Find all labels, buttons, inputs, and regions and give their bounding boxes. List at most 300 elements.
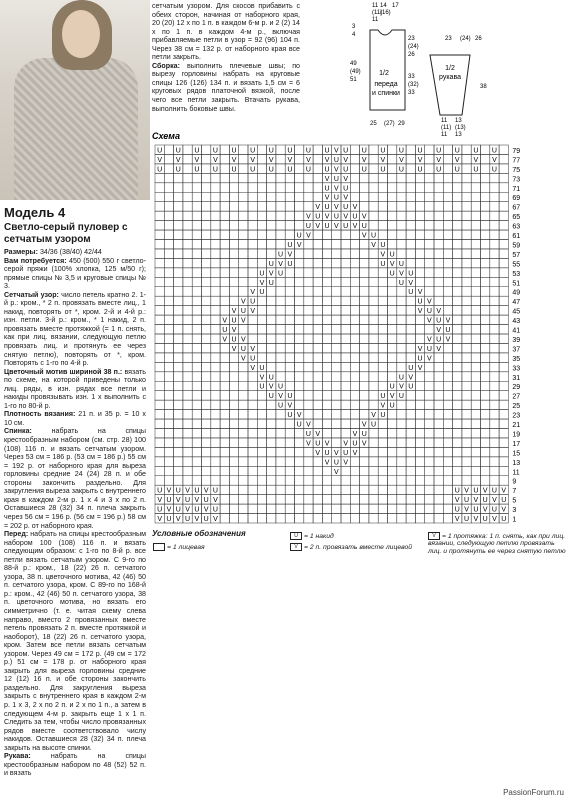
chart-cell — [388, 306, 397, 315]
chart-cell — [155, 325, 164, 334]
chart-cell — [164, 145, 173, 154]
chart-cell — [360, 268, 369, 277]
chart-cell — [183, 381, 192, 390]
chart-cell — [350, 315, 359, 324]
chart-cell — [425, 249, 434, 258]
chart-cell — [202, 296, 211, 305]
chart-symbol: U — [287, 166, 293, 174]
chart-cell — [202, 145, 211, 154]
chart-cell — [490, 202, 499, 211]
chart-cell — [322, 429, 331, 438]
chart-symbol: V — [334, 147, 339, 155]
chart-symbol: V — [278, 393, 283, 401]
chart-cell — [202, 381, 211, 390]
row-label: 7 — [512, 488, 517, 496]
chart-cell — [239, 381, 248, 390]
chart-cell — [350, 240, 359, 249]
chart-cell — [155, 391, 164, 400]
chart-symbol: U — [250, 147, 256, 155]
chart-cell — [211, 429, 220, 438]
chart-cell — [285, 306, 294, 315]
chart-cell — [341, 268, 350, 277]
chart-cell — [350, 400, 359, 409]
chart-cell — [453, 287, 462, 296]
chart-cell — [295, 211, 304, 220]
chart-cell — [388, 343, 397, 352]
chart-cell — [202, 343, 211, 352]
chart-cell — [481, 287, 490, 296]
chart-cell — [471, 258, 480, 267]
row-label: 17 — [512, 440, 521, 448]
chart-cell — [378, 296, 387, 305]
chart-cell — [220, 504, 229, 513]
chart-cell — [276, 296, 285, 305]
chart-cell — [322, 391, 331, 400]
chart-cell — [211, 249, 220, 258]
chart-symbol: U — [324, 204, 330, 212]
chart-cell — [350, 230, 359, 239]
chart-symbol: V — [343, 156, 348, 164]
chart-cell — [499, 164, 508, 173]
chart-cell — [434, 173, 443, 182]
chart-cell — [164, 258, 173, 267]
chart-cell — [360, 495, 369, 504]
chart-cell — [481, 154, 490, 163]
chart-cell — [443, 240, 452, 249]
chart-symbol: U — [231, 147, 237, 155]
chart-cell — [443, 447, 452, 456]
chart-cell — [360, 381, 369, 390]
chart-cell — [415, 315, 424, 324]
chart-cell — [267, 343, 276, 352]
chart-cell — [257, 145, 266, 154]
chart-cell — [350, 514, 359, 523]
chart-cell — [257, 249, 266, 258]
chart-symbol: U — [157, 166, 163, 174]
chart-symbol: U — [212, 487, 218, 495]
chart-cell — [499, 240, 508, 249]
legend-yarnover — [290, 532, 334, 540]
legend-title: Условные обозначения — [152, 529, 246, 538]
chart-cell — [276, 466, 285, 475]
chart-cell — [220, 277, 229, 286]
chart-cell — [248, 429, 257, 438]
chart-cell — [397, 211, 406, 220]
chart-cell — [276, 353, 285, 362]
chart-cell — [490, 325, 499, 334]
row-label: 33 — [512, 365, 521, 373]
chart-cell — [462, 296, 471, 305]
chart-cell — [304, 183, 313, 192]
chart-symbol: V — [427, 317, 432, 325]
chart-cell — [406, 249, 415, 258]
chart-cell — [313, 287, 322, 296]
chart-cell — [174, 192, 183, 201]
chart-cell — [471, 447, 480, 456]
chart-cell — [183, 249, 192, 258]
chart-cell — [183, 221, 192, 230]
chart-cell — [267, 504, 276, 513]
chart-cell — [183, 438, 192, 447]
chart-cell — [220, 381, 229, 390]
chart-cell — [183, 419, 192, 428]
chart-cell — [397, 343, 406, 352]
chart-cell — [192, 476, 201, 485]
chart-symbol: V — [352, 449, 358, 457]
chart-cell — [378, 325, 387, 334]
chart-cell — [434, 183, 443, 192]
chart-cell — [229, 240, 238, 249]
chart-symbol: U — [324, 449, 330, 457]
row-label: 9 — [512, 478, 517, 486]
chart-cell — [285, 485, 294, 494]
chart-symbol: V — [361, 440, 367, 448]
chart-cell — [490, 381, 499, 390]
chart-cell — [267, 485, 276, 494]
chart-symbol: V — [343, 175, 348, 183]
measurement-label: (11) — [441, 125, 452, 131]
chart-cell — [350, 192, 359, 201]
chart-cell — [229, 410, 238, 419]
chart-cell — [443, 476, 452, 485]
chart-cell — [295, 429, 304, 438]
chart-cell — [481, 164, 490, 173]
legend-k2tog — [290, 543, 412, 551]
chart-cell — [481, 268, 490, 277]
chart-cell — [295, 325, 304, 334]
chart-cell — [220, 306, 229, 315]
chart-cell — [369, 429, 378, 438]
chart-cell — [295, 485, 304, 494]
chart-cell — [462, 306, 471, 315]
legend-ssk — [428, 532, 566, 555]
chart-cell — [499, 202, 508, 211]
chart-cell — [285, 334, 294, 343]
chart-cell — [304, 372, 313, 381]
chart-cell — [183, 372, 192, 381]
chart-cell — [499, 145, 508, 154]
chart-cell — [406, 164, 415, 173]
chart-cell — [443, 419, 452, 428]
chart-cell — [360, 400, 369, 409]
chart-cell — [481, 343, 490, 352]
chart-cell — [192, 334, 201, 343]
chart-cell — [471, 400, 480, 409]
chart-cell — [471, 381, 480, 390]
chart-cell — [211, 183, 220, 192]
chart-cell — [369, 362, 378, 371]
knit-symbol — [153, 543, 165, 551]
chart-cell — [462, 173, 471, 182]
chart-cell — [415, 202, 424, 211]
watermark: PassionForum.ru — [503, 788, 564, 797]
chart-cell — [332, 485, 341, 494]
chart-cell — [229, 268, 238, 277]
chart-cell — [443, 353, 452, 362]
chart-cell — [220, 221, 229, 230]
chart-cell — [248, 240, 257, 249]
chart-cell — [267, 287, 276, 296]
chart-cell — [462, 277, 471, 286]
chart-cell — [332, 240, 341, 249]
chart-cell — [229, 419, 238, 428]
chart-cell — [453, 466, 462, 475]
chart-cell — [406, 438, 415, 447]
chart-cell — [202, 410, 211, 419]
chart-cell — [453, 362, 462, 371]
chart-cell — [257, 154, 266, 163]
chart-cell — [285, 211, 294, 220]
chart-cell — [257, 476, 266, 485]
chart-cell — [378, 485, 387, 494]
chart-cell — [453, 230, 462, 239]
chart-symbol: U — [259, 383, 265, 391]
chart-cell — [499, 457, 508, 466]
chart-cell — [295, 296, 304, 305]
chart-cell — [369, 391, 378, 400]
chart-cell — [276, 362, 285, 371]
chart-symbol: U — [501, 516, 507, 523]
chart-cell — [229, 438, 238, 447]
chart-cell — [462, 202, 471, 211]
chart-cell — [360, 391, 369, 400]
chart-cell — [239, 258, 248, 267]
chart-cell — [462, 240, 471, 249]
chart-cell — [425, 429, 434, 438]
chart-symbol: V — [241, 355, 246, 363]
chart-cell — [378, 429, 387, 438]
chart-cell — [425, 240, 434, 249]
chart-cell — [285, 202, 294, 211]
chart-cell — [434, 296, 443, 305]
chart-symbol: U — [454, 506, 460, 514]
chart-cell — [248, 400, 257, 409]
chart-cell — [248, 391, 257, 400]
chart-cell — [192, 325, 201, 334]
chart-cell — [313, 514, 322, 523]
chart-cell — [481, 277, 490, 286]
chart-cell — [397, 296, 406, 305]
chart-cell — [425, 145, 434, 154]
chart-symbol: V — [352, 430, 358, 438]
row-label: 67 — [512, 204, 521, 212]
chart-cell — [369, 457, 378, 466]
chart-cell — [462, 466, 471, 475]
chart-symbol: U — [268, 374, 274, 382]
chart-cell — [397, 438, 406, 447]
chart-cell — [481, 438, 490, 447]
chart-cell — [462, 457, 471, 466]
chart-cell — [220, 154, 229, 163]
chart-cell — [267, 353, 276, 362]
chart-cell — [295, 154, 304, 163]
chart-cell — [276, 325, 285, 334]
chart-cell — [257, 457, 266, 466]
chart-cell — [332, 495, 341, 504]
row-label: 21 — [512, 422, 521, 429]
paragraph-heading: Сборка: — [152, 61, 180, 70]
chart-cell — [257, 485, 266, 494]
chart-cell — [453, 419, 462, 428]
chart-symbol: V — [324, 156, 330, 164]
row-label: 3 — [512, 507, 517, 515]
row-label: 59 — [512, 242, 521, 250]
row-label: 11 — [512, 469, 520, 477]
chart-cell — [174, 391, 183, 400]
chart-cell — [360, 249, 369, 258]
chart-cell — [453, 277, 462, 286]
chart-cell — [239, 400, 248, 409]
chart-cell — [369, 249, 378, 258]
chart-cell — [397, 202, 406, 211]
chart-cell — [499, 391, 508, 400]
chart-cell — [388, 410, 397, 419]
chart-cell — [350, 353, 359, 362]
chart-cell — [313, 391, 322, 400]
chart-cell — [276, 315, 285, 324]
chart-cell — [341, 315, 350, 324]
chart-cell — [239, 145, 248, 154]
chart-cell — [202, 476, 211, 485]
chart-cell — [295, 173, 304, 182]
chart-cell — [332, 296, 341, 305]
chart-cell — [415, 485, 424, 494]
chart-cell — [155, 192, 164, 201]
chart-symbol: U — [408, 364, 414, 372]
chart-cell — [406, 211, 415, 220]
chart-symbol: U — [157, 487, 163, 495]
chart-cell — [481, 429, 490, 438]
chart-symbol: V — [454, 516, 460, 523]
chart-cell — [276, 145, 285, 154]
chart-cell — [155, 202, 164, 211]
chart-cell — [164, 476, 173, 485]
chart-cell — [434, 287, 443, 296]
chart-cell — [499, 183, 508, 192]
chart-symbol: U — [175, 166, 181, 174]
chart-cell — [369, 268, 378, 277]
chart-cell — [276, 221, 285, 230]
chart-cell — [397, 410, 406, 419]
chart-cell — [360, 353, 369, 362]
chart-cell — [211, 476, 220, 485]
chart-cell — [471, 343, 480, 352]
chart-cell — [397, 504, 406, 513]
chart-cell — [192, 343, 201, 352]
chart-cell — [248, 202, 257, 211]
chart-cell — [313, 343, 322, 352]
ssk-symbol: V — [428, 532, 440, 540]
chart-symbol: V — [501, 487, 507, 495]
chart-cell — [276, 419, 285, 428]
chart-cell — [481, 334, 490, 343]
chart-cell — [443, 504, 452, 513]
chart-cell — [267, 296, 276, 305]
chart-cell — [415, 230, 424, 239]
chart-cell — [239, 202, 248, 211]
chart-cell — [183, 325, 192, 334]
chart-cell — [285, 343, 294, 352]
chart-cell — [462, 372, 471, 381]
chart-cell — [285, 230, 294, 239]
chart-cell — [267, 362, 276, 371]
chart-cell — [267, 240, 276, 249]
chart-cell — [360, 306, 369, 315]
chart-cell — [183, 391, 192, 400]
chart-cell — [164, 447, 173, 456]
chart-cell — [257, 183, 266, 192]
chart-cell — [257, 173, 266, 182]
chart-cell — [174, 202, 183, 211]
chart-symbol: V — [492, 156, 497, 164]
chart-title: Схема — [152, 131, 180, 141]
chart-cell — [397, 334, 406, 343]
chart-symbol: U — [389, 270, 395, 278]
chart-symbol: U — [287, 241, 293, 249]
chart-cell — [155, 240, 164, 249]
chart-cell — [295, 353, 304, 362]
legend-knit — [153, 543, 205, 551]
chart-cell — [434, 400, 443, 409]
chart-cell — [369, 315, 378, 324]
chart-symbol: U — [371, 232, 377, 240]
chart-cell — [304, 202, 313, 211]
left-paragraph: Сетчатый узор: число петель кратно 2. 1-й р.: кром., * 2 п. провязать вместе лиц., 1 накид, повторять от *, кром. 2-й и 4-й р.: изн. петли. 3-й р.: кром., * 1 накид, 2 п. провязать вместе протяжкой (= 1 п. снять, как при лиц. вязании, следующую петлю провязать лиц. и протянуть ее через снятую петлю), повторять от *, кром. Повторять с 1-го по 4-й р. — [4, 290, 146, 368]
chart-cell — [332, 343, 341, 352]
chart-cell — [490, 277, 499, 286]
front-back-label: 1/2 — [379, 70, 389, 77]
chart-cell — [397, 173, 406, 182]
chart-cell — [164, 164, 173, 173]
chart-cell — [257, 202, 266, 211]
chart-cell — [332, 391, 341, 400]
row-label: 1 — [512, 516, 517, 524]
chart-cell — [471, 221, 480, 230]
chart-cell — [183, 447, 192, 456]
chart-symbol: U — [417, 147, 423, 155]
chart-cell — [220, 145, 229, 154]
chart-cell — [490, 192, 499, 201]
row-label: 19 — [512, 431, 521, 439]
chart-cell — [267, 173, 276, 182]
chart-cell — [499, 173, 508, 182]
chart-cell — [155, 268, 164, 277]
chart-cell — [341, 419, 350, 428]
chart-symbol: U — [287, 393, 293, 401]
chart-cell — [155, 400, 164, 409]
chart-cell — [229, 183, 238, 192]
chart-cell — [155, 410, 164, 419]
chart-cell — [481, 362, 490, 371]
chart-symbol: V — [241, 317, 246, 325]
chart-symbol: U — [380, 260, 386, 268]
chart-cell — [183, 145, 192, 154]
chart-symbol: U — [166, 497, 172, 505]
chart-cell — [415, 173, 424, 182]
chart-cell — [164, 372, 173, 381]
chart-cell — [174, 457, 183, 466]
paragraph-heading: Вам потребуется: — [4, 256, 67, 265]
chart-cell — [257, 325, 266, 334]
chart-symbol: V — [259, 374, 265, 382]
chart-cell — [350, 173, 359, 182]
chart-cell — [164, 419, 173, 428]
chart-symbol: V — [250, 308, 255, 316]
chart-cell — [453, 400, 462, 409]
chart-cell — [415, 504, 424, 513]
chart-cell — [267, 192, 276, 201]
chart-cell — [471, 192, 480, 201]
